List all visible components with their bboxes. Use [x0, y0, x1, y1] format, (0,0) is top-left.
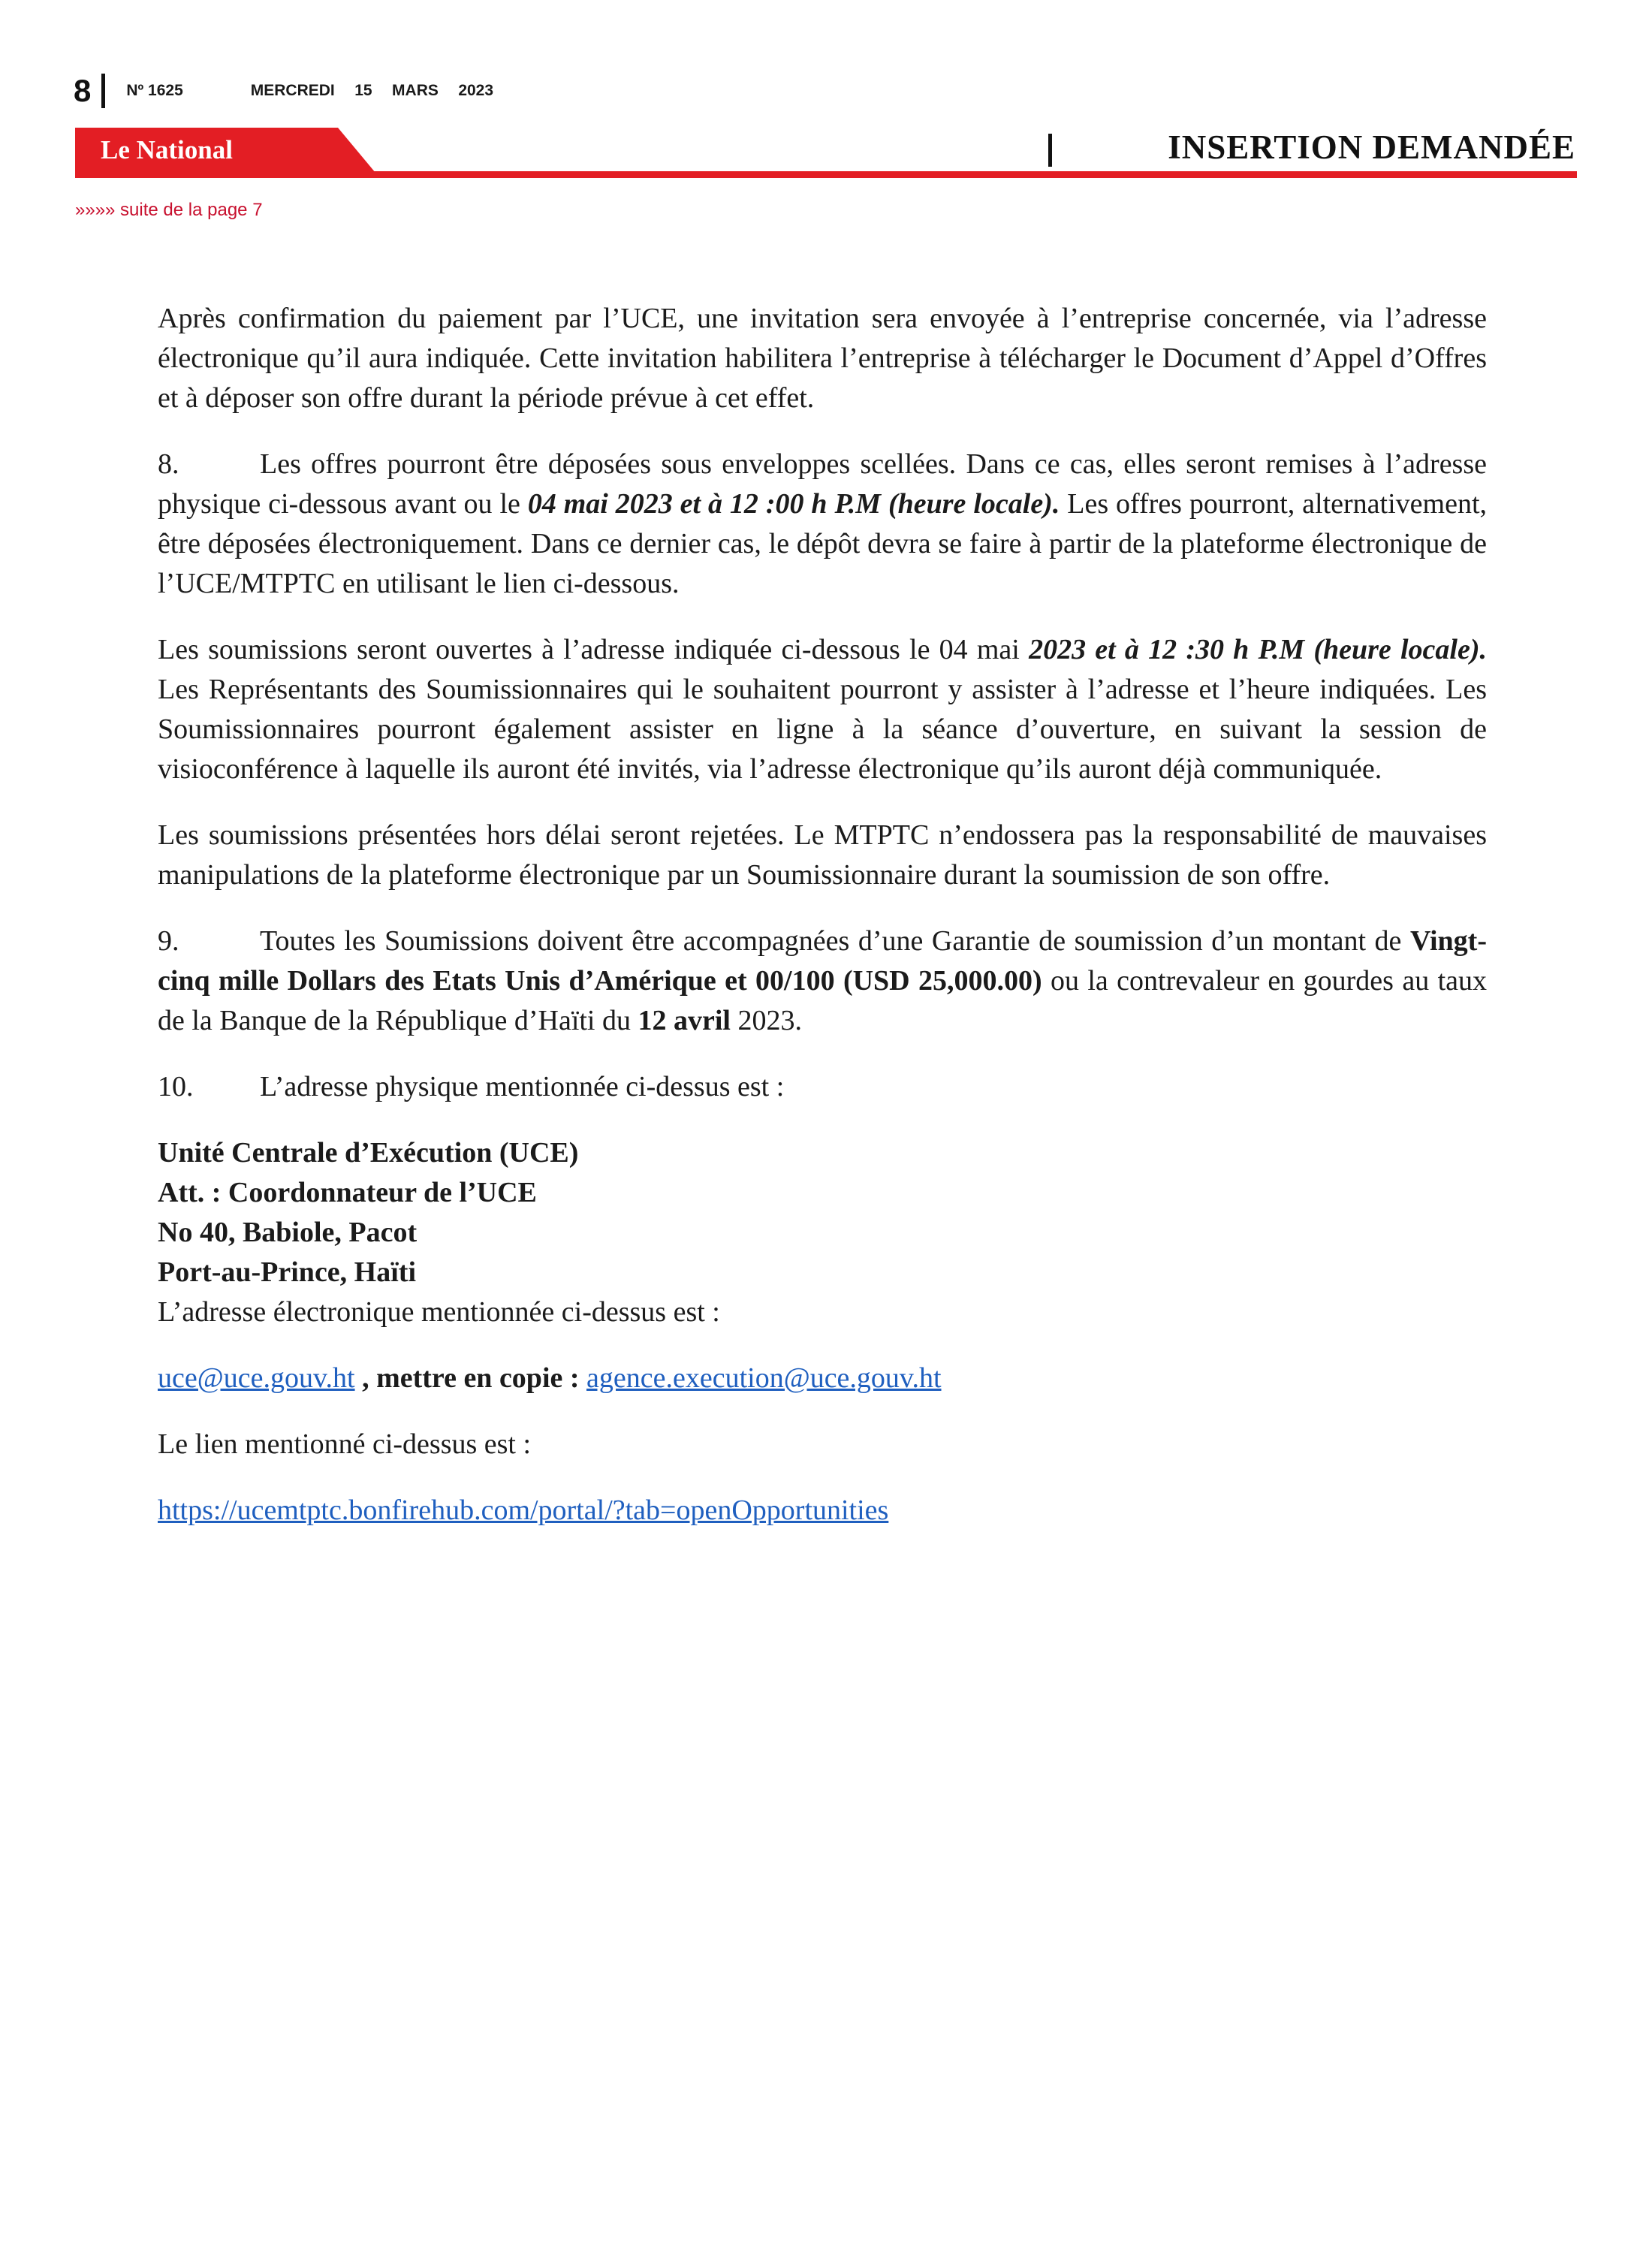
physical-address [158, 1133, 1487, 1292]
item-number: 8. [158, 448, 179, 480]
paragraph-8-deposit [158, 445, 1487, 604]
text: Les Représentants des Soumissionnaires qui le souhaitent pourront y assister à l’adresse et l’heure indiquées. Les Soumissionnaires pourront également assister en ligne à la séance d’ouverture, en suivant la session de visioconférence à laquelle ils auront été invités, via l’adresse électronique qu’ils auront déjà communiquée. [158, 674, 1487, 785]
paragraph-opening [158, 630, 1487, 789]
portal-link-line [158, 1491, 1487, 1531]
address-line: Unité Centrale d’Exécution (UCE) [158, 1137, 579, 1169]
text: Les offres pourront, alternativement, être déposées électroniquement. Dans ce dernier cas, le dépôt devra se faire à partir de la plateforme électronique de l’UCE/MTPTC en utilisant le lien ci-dessous. [158, 488, 1487, 599]
deadline: 04 mai 2023 et à 12 :00 h P.M (heure locale). [527, 488, 1060, 520]
paragraph-9-guarantee [158, 921, 1487, 1041]
issue-date [251, 82, 510, 100]
date-weekday: MERCREDI [250, 82, 335, 99]
item-number: 10. [158, 1071, 194, 1102]
header-rule [75, 171, 1577, 178]
section-divider [1048, 134, 1052, 167]
paragraph-late-submissions: Les soumissions présentées hors délai seront rejetées. Le MTPTC n’endossera pas la responsabilité de mauvaises manipulations de la plateforme électronique par un Soumissionnaire durant la soumission de son offre. [158, 819, 1487, 891]
paragraph-invitation: Après confirmation du paiement par l’UCE, une invitation sera envoyée à l’entreprise concernée, via l’adresse électronique qu’il aura indiquée. Cette invitation habilitera l’entreprise à télécharger le Document d’Appel d’Offres et à déposer son offre durant la période prévue à cet effet. [158, 303, 1487, 414]
address-line: Port-au-Prince, Haïti [158, 1256, 417, 1288]
guarantee-amount: Vingt-cinq mille Dollars des Etats Unis d’Amérique et 00/100 (USD 25,000.00) [158, 925, 1487, 997]
date-month: MARS [392, 82, 439, 99]
article-body [158, 299, 1487, 1557]
continued-from-note: »»»» suite de la page 7 [75, 200, 263, 220]
address-line: No 40, Babiole, Pacot [158, 1217, 418, 1248]
paragraph-10-address [158, 1067, 1487, 1107]
text: 2023. [730, 1005, 802, 1036]
text: Toutes les Soumissions doivent être accompagnées d’une Garantie de soumission d’un montant de [260, 925, 1410, 957]
date-day: 15 [354, 82, 372, 99]
issue-number: Nº 1625 [126, 82, 183, 99]
page-header [74, 72, 510, 110]
text: L’adresse physique mentionnée ci-dessus est : [260, 1071, 785, 1102]
text: ou la contrevaleur en gourdes au taux de la Banque de la République d’Haïti du [158, 965, 1487, 1036]
email-intro: L’adresse électronique mentionnée ci-dessus est : [158, 1296, 720, 1328]
item-number: 9. [158, 925, 179, 957]
section-title: INSERTION DEMANDÉE [1168, 128, 1575, 166]
email-addresses [158, 1359, 1487, 1398]
exchange-rate-date: 12 avril [638, 1005, 731, 1036]
copy-label: , mettre en copie : [354, 1362, 587, 1394]
newspaper-logo: Le National [101, 135, 233, 164]
email-copy-link[interactable]: agence.execution@uce.gouv.ht [586, 1362, 942, 1394]
address-line: Att. : Coordonnateur de l’UCE [158, 1177, 537, 1208]
email-primary-link[interactable]: uce@uce.gouv.ht [158, 1362, 355, 1394]
link-intro: Le lien mentionné ci-dessus est : [158, 1428, 532, 1460]
opening-time: 2023 et à 12 :30 h P.M (heure locale). [1029, 634, 1487, 665]
date-year: 2023 [458, 82, 494, 99]
page-number: 8 [74, 73, 92, 108]
text: Les soumissions seront ouvertes à l’adresse indiquée ci-dessous le 04 mai [158, 634, 1029, 665]
page-number-divider [101, 74, 105, 108]
portal-link[interactable]: https://ucemtptc.bonfirehub.com/portal/?tab=openOpportunities [158, 1494, 889, 1526]
text: Les offres pourront être déposées sous enveloppes scellées. Dans ce cas, elles seront remises à l’adresse physique ci-dessous avant ou le [158, 448, 1487, 520]
